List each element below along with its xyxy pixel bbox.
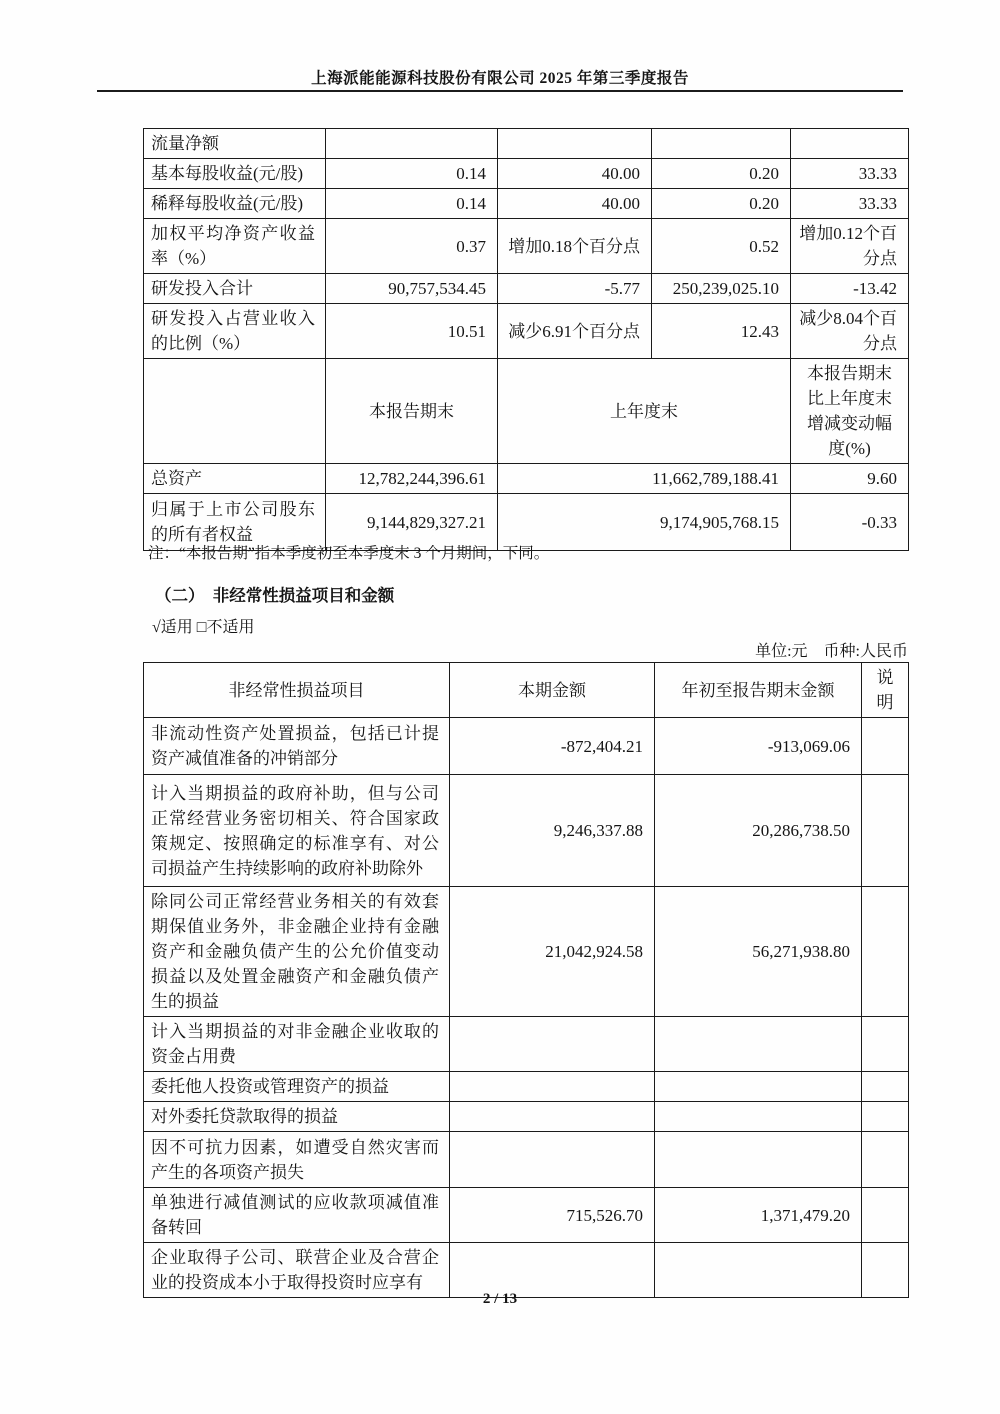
value-cell (326, 129, 498, 159)
value-cell (450, 1017, 655, 1072)
unit-currency-line: 单位:元 币种:人民币 (755, 643, 908, 660)
value-cell (791, 129, 909, 159)
value-cell: 12,782,244,396.61 (326, 464, 498, 494)
column-header-cell: 非经常性损益项目 (144, 663, 450, 718)
row-label-cell: 研发投入合计 (144, 274, 326, 304)
row-label-cell: 因不可抗力因素，如遭受自然灾害而产生的各项资产损失 (144, 1132, 450, 1188)
note-cell (862, 1243, 909, 1298)
applicability-line: √适用 □不适用 (152, 619, 255, 636)
value-cell (655, 1132, 862, 1188)
table-row (144, 189, 909, 219)
non-recurring-items-table (143, 662, 909, 1298)
table-row (144, 464, 909, 494)
note-cell (862, 887, 909, 1017)
value-cell (652, 129, 791, 159)
column-header-cell: 本期金额 (450, 663, 655, 718)
note-cell (862, 1102, 909, 1132)
value-cell (655, 1017, 862, 1072)
row-label-cell: 稀释每股收益(元/股) (144, 189, 326, 219)
value-cell: 0.20 (652, 189, 791, 219)
value-cell: -13.42 (791, 274, 909, 304)
section-heading: （二） 非经常性损益项目和金额 (155, 586, 395, 605)
report-period-note: 注：“本报告期”指本季度初至本季度末 3 个月期间，下同。 (148, 545, 550, 562)
value-cell: 10.51 (326, 304, 498, 359)
row-label-cell: 委托他人投资或管理资产的损益 (144, 1072, 450, 1102)
value-cell: 56,271,938.80 (655, 887, 862, 1017)
value-cell: 9,174,905,768.15 (498, 494, 791, 551)
row-label-cell: 企业取得子公司、联营企业及合营企业的投资成本小于取得投资时应享有 (144, 1243, 450, 1298)
value-cell (450, 1243, 655, 1298)
value-cell: 9,246,337.88 (450, 775, 655, 887)
header-divider (97, 90, 903, 92)
value-cell: 33.33 (791, 159, 909, 189)
row-label-cell: 计入当期损益的政府补助，但与公司正常经营业务密切相关、符合国家政策规定、按照确定的标准享有、对公司损益产生持续影响的政府补助除外 (144, 775, 450, 887)
note-cell (862, 1132, 909, 1188)
value-cell: 33.33 (791, 189, 909, 219)
value-cell (655, 1102, 862, 1132)
value-cell: 1,371,479.20 (655, 1188, 862, 1243)
report-header-title: 上海派能能源科技股份有限公司 2025 年第三季度报告 (311, 70, 689, 87)
column-header-cell: 上年度末 (498, 359, 791, 464)
row-label-cell: 单独进行减值测试的应收款项减值准备转回 (144, 1188, 450, 1243)
table-row (144, 1132, 909, 1188)
table-row (144, 1017, 909, 1072)
row-label-cell: 研发投入占营业收入的比例（%） (144, 304, 326, 359)
value-cell (655, 1072, 862, 1102)
value-cell: 9,144,829,327.21 (326, 494, 498, 551)
column-header-cell: 说明 (862, 663, 909, 718)
value-cell: 40.00 (498, 189, 652, 219)
value-cell: 9.60 (791, 464, 909, 494)
table-header-row (144, 663, 909, 718)
value-cell: 减少6.91个百分点 (498, 304, 652, 359)
value-cell: -872,404.21 (450, 718, 655, 775)
value-cell: 0.37 (326, 219, 498, 274)
note-cell (862, 775, 909, 887)
value-cell: 21,042,924.58 (450, 887, 655, 1017)
column-header-cell: 年初至报告期末金额 (655, 663, 862, 718)
value-cell: 20,286,738.50 (655, 775, 862, 887)
value-cell: 增加0.12个百分点 (791, 219, 909, 274)
table-row (144, 775, 909, 887)
note-cell (862, 718, 909, 775)
value-cell: 增加0.18个百分点 (498, 219, 652, 274)
value-cell: 250,239,025.10 (652, 274, 791, 304)
table-row (144, 1072, 909, 1102)
value-cell: 90,757,534.45 (326, 274, 498, 304)
column-header-cell: 本报告期末 (326, 359, 498, 464)
row-label-cell: 除同公司正常经营业务相关的有效套期保值业务外，非金融企业持有金融资产和金融负债产生的公允价值变动损益以及处置金融资产和金融负债产生的损益 (144, 887, 450, 1017)
empty-cell (144, 359, 326, 464)
table-row (144, 887, 909, 1017)
row-label-cell: 对外委托贷款取得的损益 (144, 1102, 450, 1132)
row-label-cell: 加权平均净资产收益率（%） (144, 219, 326, 274)
table-row (144, 304, 909, 359)
value-cell (450, 1102, 655, 1132)
key-financials-table (143, 128, 909, 551)
note-cell (862, 1017, 909, 1072)
row-label-cell: 非流动性资产处置损益，包括已计提资产减值准备的冲销部分 (144, 718, 450, 775)
table-row (144, 1188, 909, 1243)
table-row (144, 274, 909, 304)
table-header-row (144, 359, 909, 464)
value-cell: 40.00 (498, 159, 652, 189)
value-cell (450, 1072, 655, 1102)
note-cell (862, 1072, 909, 1102)
row-label-cell: 总资产 (144, 464, 326, 494)
table-row (144, 1102, 909, 1132)
value-cell: 0.14 (326, 189, 498, 219)
row-label-cell: 计入当期损益的对非金融企业收取的资金占用费 (144, 1017, 450, 1072)
value-cell: 12.43 (652, 304, 791, 359)
table-row (144, 1243, 909, 1298)
table-row (144, 129, 909, 159)
note-cell (862, 1188, 909, 1243)
value-cell: 0.14 (326, 159, 498, 189)
value-cell (498, 129, 652, 159)
value-cell: 0.20 (652, 159, 791, 189)
column-header-cell: 本报告期末比上年度末增减变动幅度(%) (791, 359, 909, 464)
value-cell: 0.52 (652, 219, 791, 274)
row-label-cell: 归属于上市公司股东的所有者权益 (144, 494, 326, 551)
table-row (144, 159, 909, 189)
table-row (144, 219, 909, 274)
value-cell (655, 1243, 862, 1298)
value-cell: 715,526.70 (450, 1188, 655, 1243)
row-label-cell: 流量净额 (144, 129, 326, 159)
table-row (144, 718, 909, 775)
value-cell (450, 1132, 655, 1188)
row-label-cell: 基本每股收益(元/股) (144, 159, 326, 189)
value-cell: -5.77 (498, 274, 652, 304)
value-cell: 减少8.04个百分点 (791, 304, 909, 359)
value-cell: 11,662,789,188.41 (498, 464, 791, 494)
value-cell: -0.33 (791, 494, 909, 551)
value-cell: -913,069.06 (655, 718, 862, 775)
page-number: 2 / 13 (482, 1291, 518, 1307)
